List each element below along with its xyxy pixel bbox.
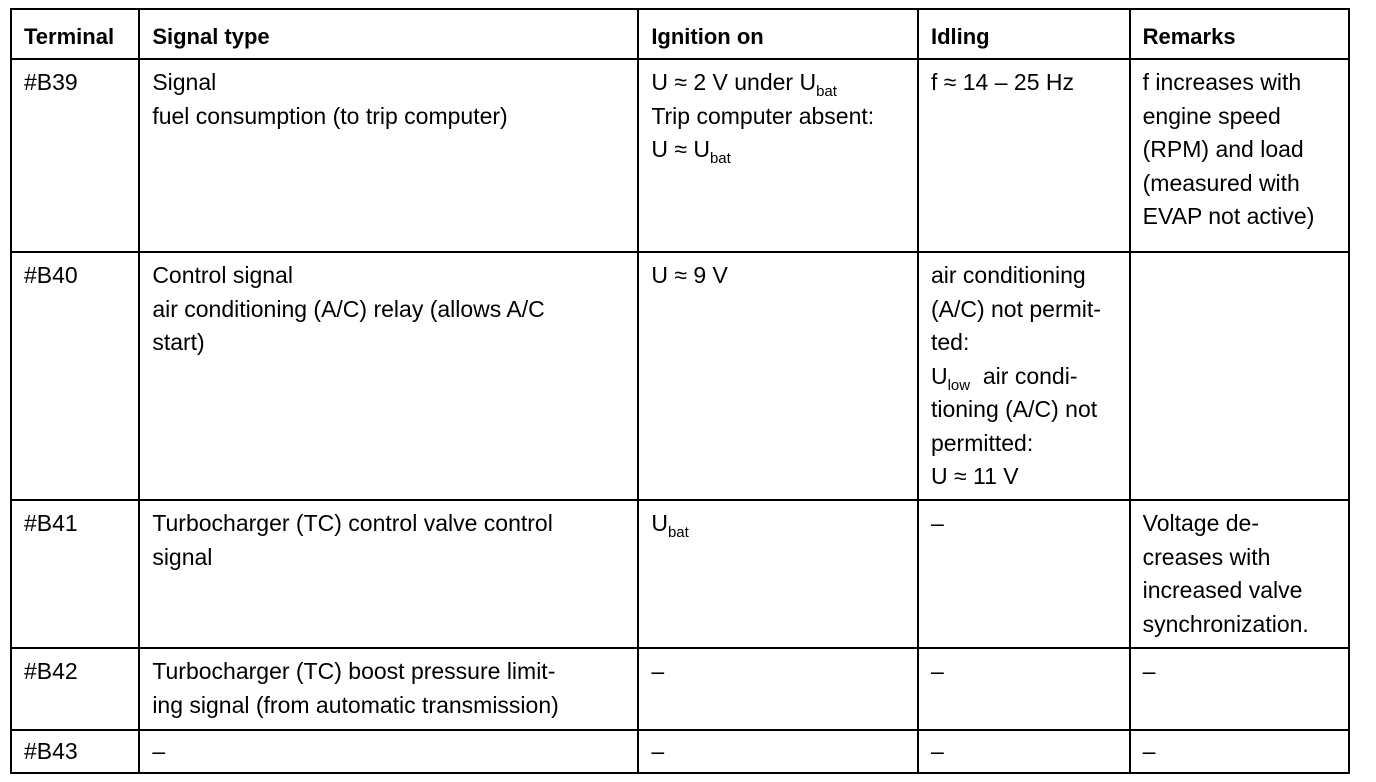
ignition-on-cell (638, 648, 918, 730)
text-line: creases with (1142, 543, 1271, 570)
text-line: permitted: (930, 429, 1034, 456)
text-fragment: air condi- (982, 362, 1078, 389)
text-line: – (1142, 738, 1156, 764)
text-line: increased valve (1142, 577, 1303, 603)
text-line: – (930, 510, 944, 536)
signal-type-cell (139, 252, 638, 500)
idling-cell (918, 500, 1130, 648)
text-line: EVAP not active) (1142, 203, 1315, 229)
idling-cell (918, 648, 1130, 730)
remarks-cell (1130, 252, 1349, 500)
terminal-cell: #B41 (11, 500, 139, 648)
text-line: Turbocharger (TC) boost pressure limit- (152, 658, 556, 684)
text-line (651, 133, 907, 167)
remarks-cell (1130, 648, 1349, 730)
ignition-on-cell (638, 59, 918, 252)
text-line: (measured with (1142, 169, 1300, 196)
text-line: synchronization. (1142, 610, 1309, 637)
text-line: – (1142, 658, 1156, 684)
text-line: – (930, 738, 944, 764)
header-terminal: Terminal (11, 9, 139, 59)
text-line: fuel consumption (to trip computer) (152, 102, 508, 129)
text-line: air conditioning (A/C) relay (allows A/C (152, 295, 545, 322)
signal-type-cell (139, 730, 638, 773)
terminal-cell: #B42 (11, 648, 139, 730)
text-line (651, 66, 907, 100)
header-idling: Idling (918, 9, 1130, 59)
text-line: U ≈ 9 V (651, 262, 728, 288)
subscript: bat (667, 524, 689, 541)
text-fragment: U (930, 362, 948, 389)
text-line: – (651, 738, 665, 764)
table-row (11, 648, 1349, 730)
text-line: f ≈ 14 – 25 Hz (930, 69, 1074, 95)
text-line: air conditioning (930, 262, 1086, 288)
text-line: (RPM) and load (1142, 136, 1304, 162)
text-line: ing signal (from automatic transmission) (152, 691, 559, 718)
text-line: engine speed (1142, 102, 1281, 129)
header-ignition-on: Ignition on (638, 9, 918, 59)
text-line: – (930, 658, 944, 684)
text-line: Turbocharger (TC) control valve control (152, 510, 553, 536)
header-row (11, 9, 1349, 59)
text-line: Voltage de- (1142, 510, 1259, 536)
signal-type-cell (139, 59, 638, 252)
text-line: – (651, 658, 665, 684)
text-line: (A/C) not permit- (930, 295, 1101, 322)
idling-cell (918, 59, 1130, 252)
text-line: Signal (152, 69, 217, 95)
text-line (931, 360, 1119, 394)
terminal-cell: #B40 (11, 252, 139, 500)
ignition-on-cell (638, 730, 918, 773)
signal-type-cell (139, 500, 638, 648)
text-line: Trip computer absent: (651, 102, 875, 129)
header-remarks: Remarks (1130, 9, 1349, 59)
text-fragment: U ≈ 2 V under U (651, 69, 817, 95)
text-fragment: U (651, 510, 668, 536)
ignition-on-cell (638, 500, 918, 648)
text-line: Control signal (152, 262, 293, 288)
text-line: signal (152, 543, 213, 570)
ignition-on-cell (638, 252, 918, 500)
subscript: low (947, 376, 971, 394)
text-line: tioning (A/C) not (930, 396, 1098, 422)
signal-type-cell (139, 648, 638, 730)
table-row (11, 500, 1349, 648)
remarks-cell (1130, 500, 1349, 648)
remarks-cell (1130, 730, 1349, 773)
idling-cell (918, 252, 1130, 500)
table-row (11, 252, 1349, 500)
header-signal-type: Signal type (139, 9, 638, 59)
terminal-cell: #B43 (11, 730, 139, 773)
table-row (11, 730, 1349, 773)
subscript: bat (816, 83, 837, 100)
text-line (651, 507, 907, 541)
terminal-spec-table (10, 8, 1350, 774)
idling-cell (918, 730, 1130, 773)
text-fragment: U ≈ U (651, 136, 710, 162)
text-line: f increases with (1142, 69, 1302, 95)
terminal-cell: #B39 (11, 59, 139, 252)
table-row (11, 59, 1349, 252)
subscript: bat (709, 150, 731, 167)
text-line: – (152, 738, 166, 764)
text-line: ted: (930, 329, 970, 355)
remarks-cell (1130, 59, 1349, 252)
text-line: start) (152, 329, 205, 355)
text-line: U ≈ 11 V (930, 463, 1019, 489)
